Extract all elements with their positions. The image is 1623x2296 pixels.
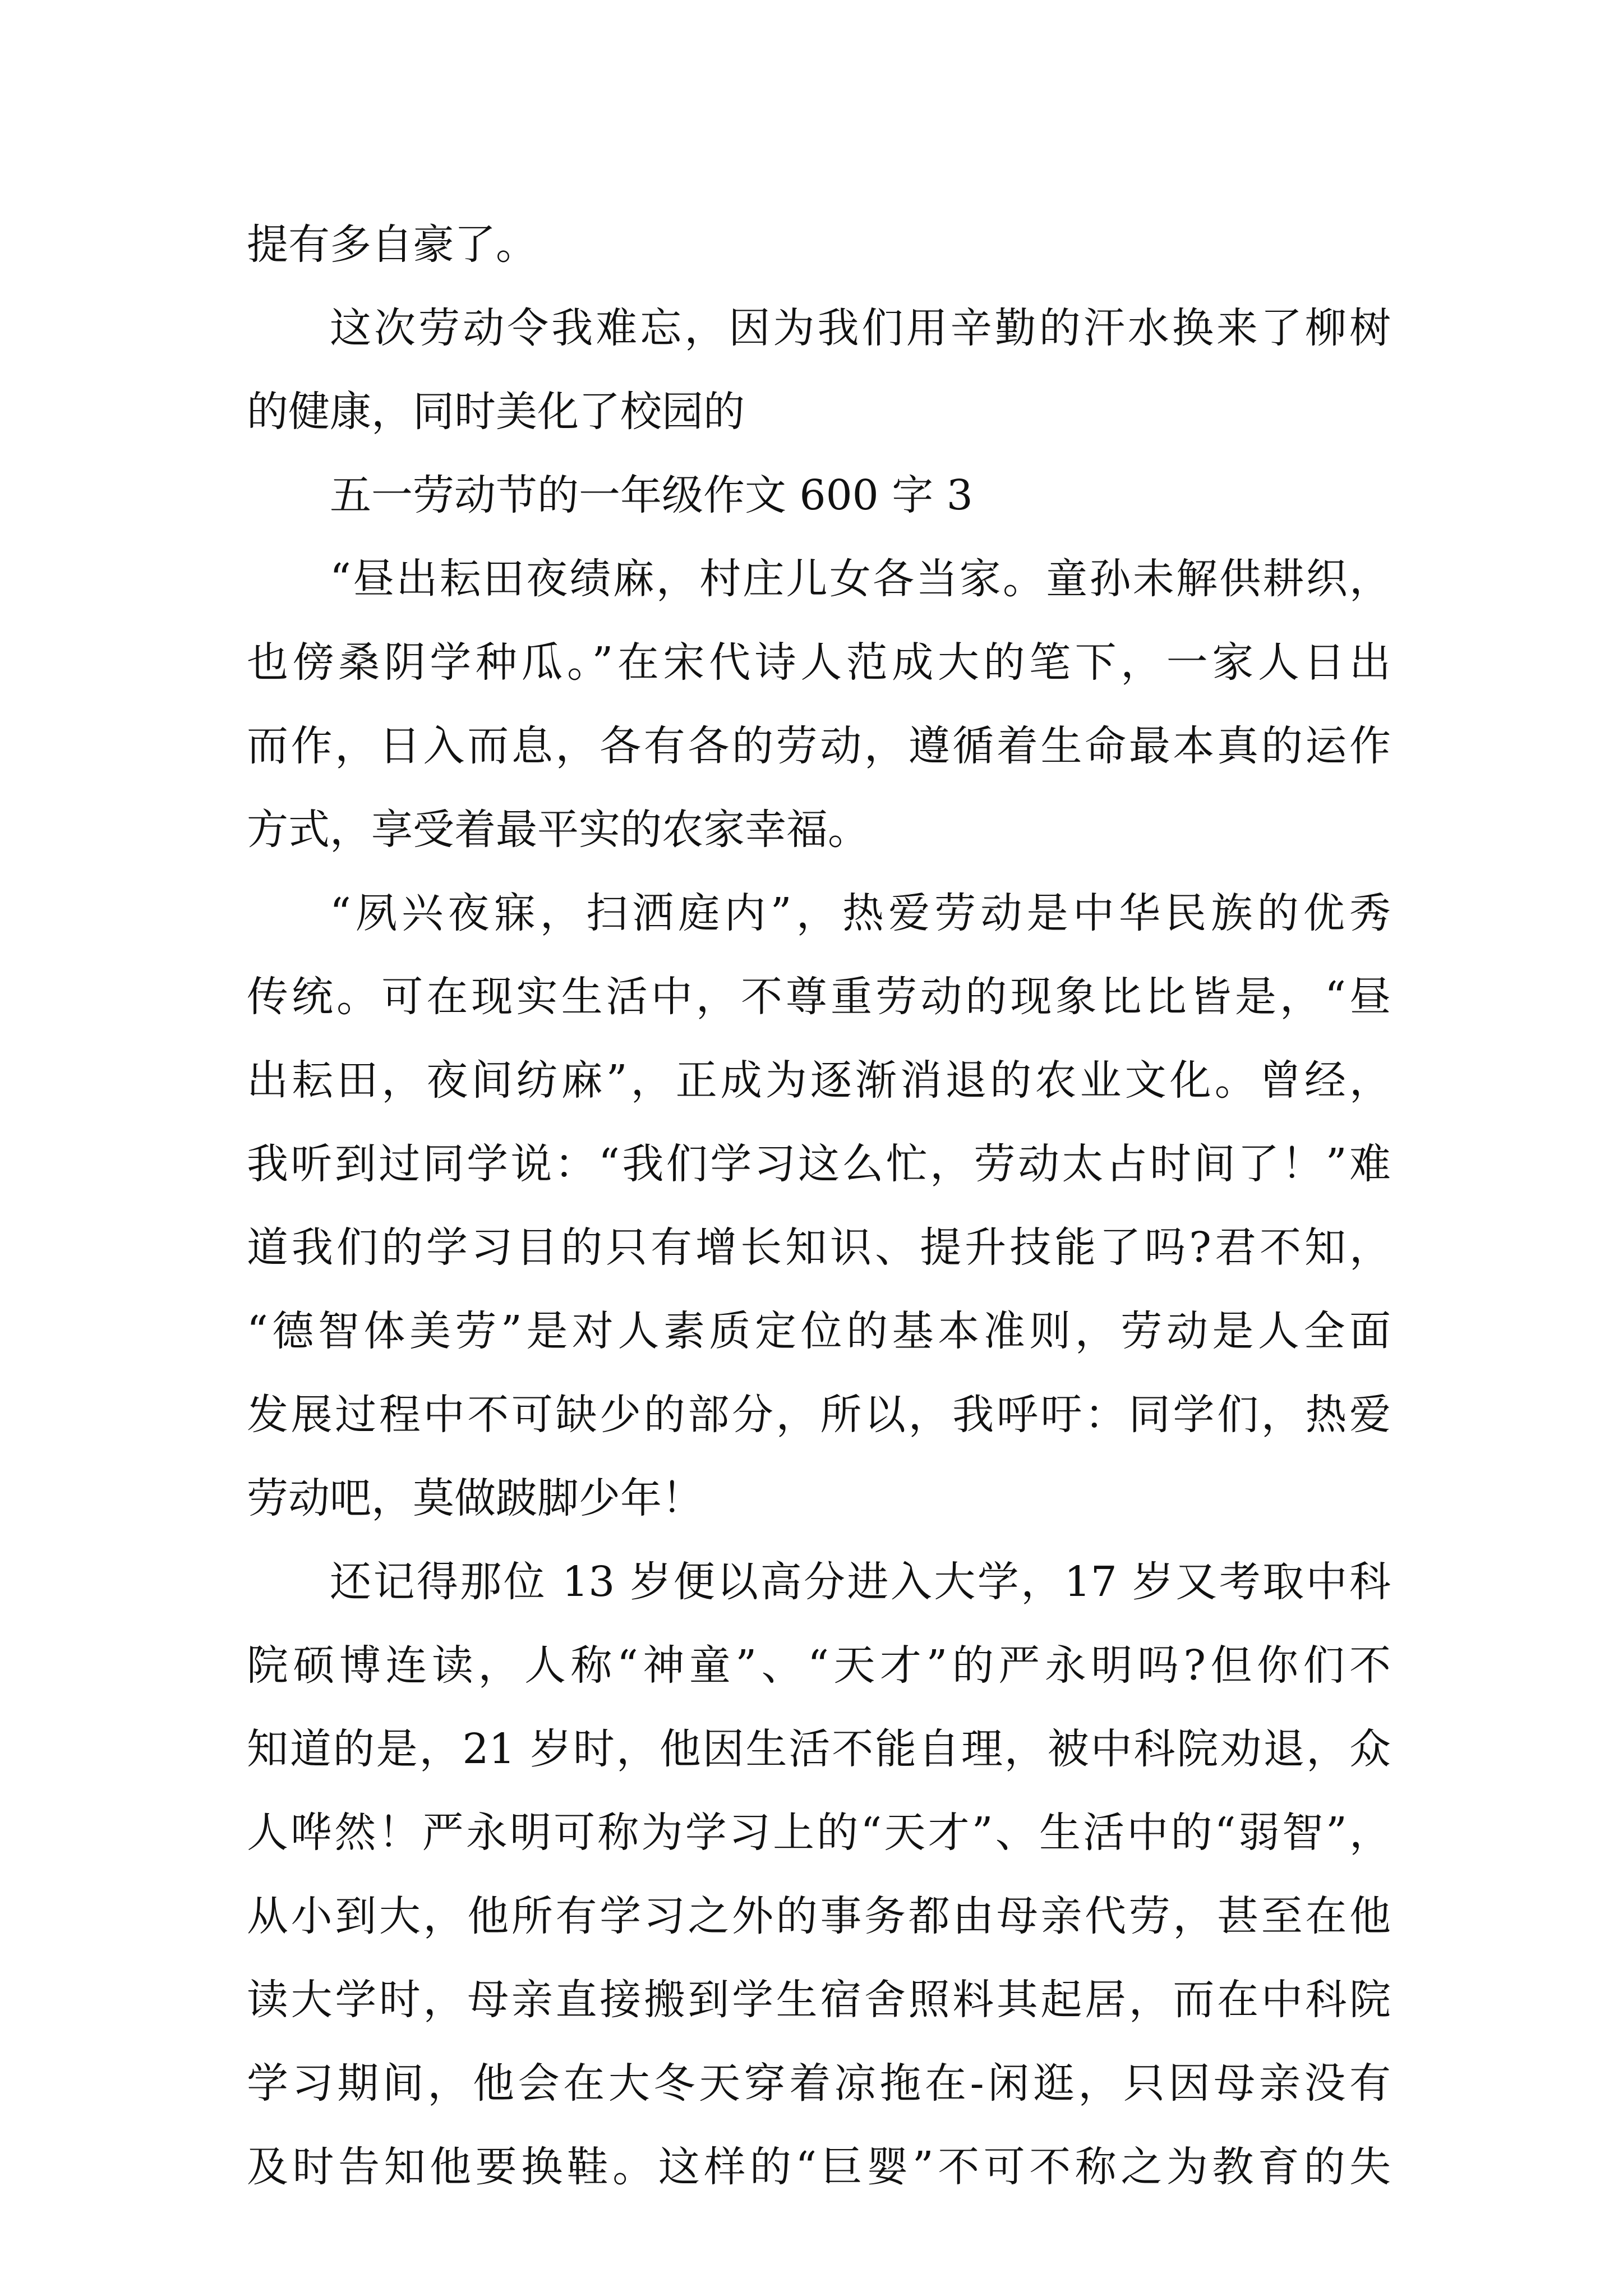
text-line: “夙兴夜寐，扫洒庭内”，热爱劳动是中华民族的优秀 xyxy=(330,889,1391,937)
section-heading: 五一劳动节的一年级作文 600 字 3 xyxy=(330,471,973,519)
text-line: 劳动吧，莫做跛脚少年！ xyxy=(247,1474,703,1522)
text-line: 知道的是，21 岁时，他因生活不能自理，被中科院劝退，众 xyxy=(247,1725,1391,1773)
text-line: 提有多自豪了。 xyxy=(247,220,537,269)
text-line: “德智体美劳”是对人素质定位的基本准则，劳动是人全面 xyxy=(247,1307,1391,1355)
text-line: 学习期间，他会在大冬天穿着凉拖在-闲逛，只因母亲没有 xyxy=(247,2059,1391,2108)
text-line: 还记得那位 13 岁便以高分进入大学，17 岁又考取中科 xyxy=(330,1558,1391,1606)
text-line: 方式，享受着最平实的农家幸福。 xyxy=(247,806,869,854)
text-line: 道我们的学习目的只有增长知识、提升技能了吗?君不知， xyxy=(247,1223,1391,1272)
document-body xyxy=(247,203,1391,2209)
text-line: 我听到过同学说：“我们学习这么忙，劳动太占时间了！”难 xyxy=(247,1140,1391,1188)
text-line: 院硕博连读，人称“神童”、“天才”的严永明吗?但你们不 xyxy=(247,1641,1391,1690)
text-line: 而作，日入而息，各有各的劳动，遵循着生命最本真的运作 xyxy=(247,722,1391,770)
text-line: 人哗然！严永明可称为学习上的“天才”、生活中的“弱智”， xyxy=(247,1809,1391,1857)
text-line: 从小到大，他所有学习之外的事务都由母亲代劳，甚至在他 xyxy=(247,1892,1391,1940)
text-line: 的健康，同时美化了校园的 xyxy=(247,388,745,436)
text-line: 这次劳动令我难忘，因为我们用辛勤的汗水换来了柳树 xyxy=(330,304,1391,352)
text-line: 及时告知他要换鞋。这样的“巨婴”不可不称之为教育的失 xyxy=(247,2143,1391,2191)
text-line: “昼出耘田夜绩麻，村庄儿女各当家。童孙未解供耕织， xyxy=(330,555,1391,603)
text-line: 也傍桑阴学种瓜。”在宋代诗人范成大的笔下，一家人日出 xyxy=(247,638,1391,687)
text-line: 出耘田，夜间纺麻”，正成为逐渐消退的农业文化。曾经， xyxy=(247,1056,1391,1105)
text-line: 发展过程中不可缺少的部分，所以，我呼吁：同学们，热爱 xyxy=(247,1391,1391,1439)
text-line: 读大学时，母亲直接搬到学生宿舍照料其起居，而在中科院 xyxy=(247,1976,1391,2024)
text-line: 传统。可在现实生活中，不尊重劳动的现象比比皆是，“昼 xyxy=(247,973,1391,1021)
